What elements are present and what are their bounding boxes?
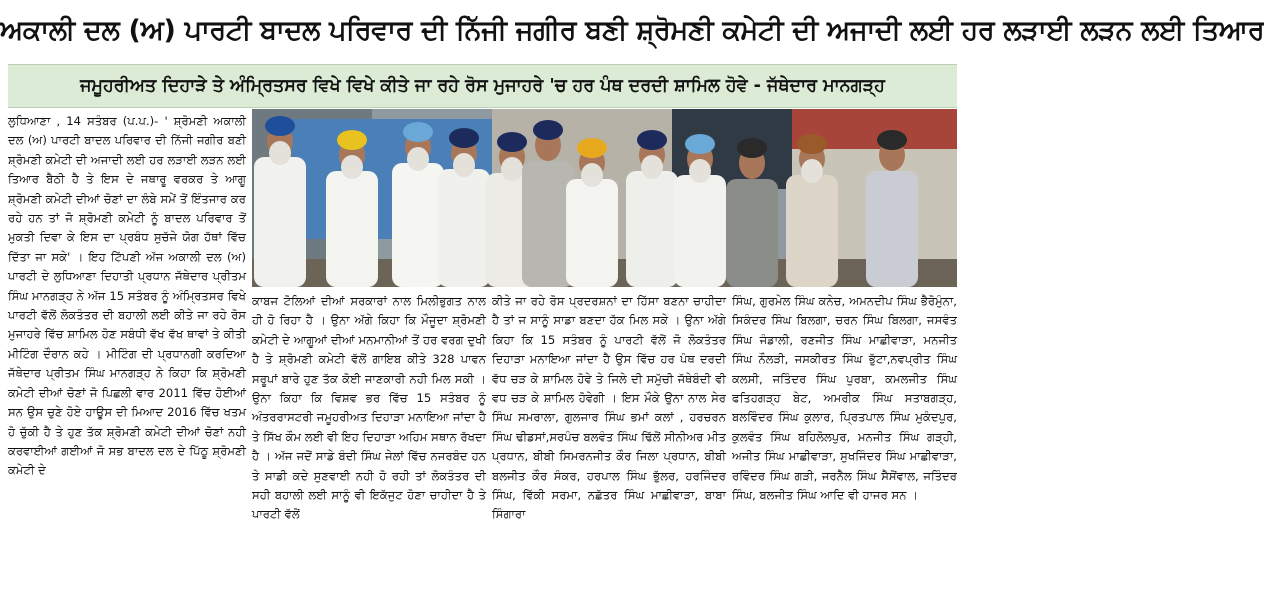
subheadline: ਜਮੂਹਰੀਅਤ ਦਿਹਾੜੇ ਤੇ ਅੰਮ੍ਰਿਤਸਰ ਵਿਖੇ ਵਿਖੇ ਕੀਤੇ ਜਾ ਰਹੇ ਰੋਸ ਮੁਜਾਹਰੇ 'ਚ ਹਰ ਪੰਥ ਦਰਦੀ ਸ਼ਾਮਿਲ ਹੋਵੇ - ਜੱਥੇਦਾਰ ਮਾਨਗੜ੍ਹ	[80, 76, 885, 96]
article-column-3	[492, 292, 726, 602]
article-text: ਕਾਬਜ ਟੋਲਿਆਂ ਦੀਆਂ ਸਰਕਾਰਾਂ ਨਾਲ ਮਿਲੀਭੁਗਤ ਨਾਲ ਹੀ ਹੋ ਰਿਹਾ ਹੈ । ਉਨਾ ਅੱਗੇ ਕਿਹਾ ਕਿ ਮੌਜੂਦਾ ਸ਼੍ਰੋਮਣੀ ਕਮੇਟੀ ਦੇ ਆਗੂਆਂ ਦੀਆਂ ਮਨਮਾਨੀਆਂ ਤੋਂ ਹਰ ਵਰਗ ਦੁਖੀ ਹੈ ਤੇ ਸ਼੍ਰੋਮਣੀ ਕਮੇਟੀ ਵੱਲੋਂ ਗਾਇਬ ਕੀਤੇ 328 ਪਾਵਨ ਸਰੂਪਾਂ ਬਾਰੇ ਹੁਣ ਤੱਕ ਕੋਈ ਜਾਣਕਾਰੀ ਨਹੀ ਮਿਲ ਸਕੀ । ਉਨਾ ਕਿਹਾ ਕਿ ਵਿਸ਼ਵ ਭਰ ਵਿੱਚ 15 ਸਤੰਬਰ ਨੂੰ ਅੰਤਰਰਾਸਟਰੀ ਜਮੂਹਰੀਅਤ ਦਿਹਾੜਾ ਮਨਾਇਆ ਜਾਂਦਾ ਹੈ ਤੇ ਸਿੱਖ ਕੌਮ ਲਈ ਵੀ ਇਹ ਦਿਹਾੜਾ ਅਹਿਮ ਸਥਾਨ ਰੱਖਦਾ ਹੈ । ਅੱਜ ਜਦੋਂ ਸਾਡੇ ਬੰਦੀ ਸਿੰਘ ਜੇਲਾਂ ਵਿੱਚ ਨਜਰਬੰਦ ਹਨ ਤੇ ਸਾਡੀ ਕਦੇ ਸੁਣਵਾਈ ਨਹੀ ਹੋ ਰਹੀ ਤਾਂ ਲੋਕਤੰਤਰ ਦੀ ਸਹੀ ਬਹਾਲੀ ਲਈ ਸਾਨੂੰ ਵੀ ਇਕੱਜੁਟ ਹੋਣਾ ਚਾਹੀਦਾ ਹੈ ਤੇ ਪਾਰਟੀ ਵੱਲੋਂ	[252, 294, 486, 522]
article-text: ਸਿੰਘ, ਗੁਰਮੇਲ ਸਿੰਘ ਕਨੇਚ, ਅਮਨਦੀਪ ਸਿੰਘ ਭੈਰੋਮੁੰਨਾ, ਸਿਕੰਦਰ ਸਿੰਘ ਬਿਲਗਾ, ਚਰਨ ਸਿੰਘ ਬਿਲਗਾ, ਜਸਵੰਤ ਸਿੰਘ ਜੰਡਾਲੀ, ਰਣਜੀਤ ਸਿੰਘ ਮਾਛੀਵਾੜਾ, ਮਨਜੀਤ ਸਿੰਘ ਨੌਲੜੀ, ਜਸਕੀਰਤ ਸਿੰਘ ਭੁੱਟਾ,ਨਵਪ੍ਰੀਤ ਸਿੰਘ ਕਲਸੀ, ਜਤਿੰਦਰ ਸਿੰਘ ਪੁਰਬਾ, ਕਮਲਜੀਤ ਸਿੰਘ ਫਤਿਹਗੜ੍ਹ ਬੇਟ, ਅਮਰੀਕ ਸਿੰਘ ਸਤਾਬਗੜ੍ਹ, ਬਲਵਿੰਦਰ ਸਿੰਘ ਕੁਲਾਰ, ਪ੍ਰਿਤਪਾਲ ਸਿੰਘ ਮੁਕੰਦਪੁਰ, ਕੁਲਵੰਤ ਸਿੰਘ ਬਹਿਲੋਲਪੁਰ, ਮਨਜੀਤ ਸਿੰਘ ਗੜ੍ਹੀ, ਅਜੀਤ ਸਿੰਘ ਮਾਛੀਵਾੜਾ, ਸੁਖਜਿੰਦਰ ਸਿੰਘ ਮਾਛੀਵਾੜਾ, ਰਵਿੰਦਰ ਸਿੰਘ ਗੜੀ, ਜਰਨੈਲ ਸਿੰਘ ਸੈਸੋਂਵਾਲ, ਜਤਿੰਦਰ ਸਿੰਘ, ਬਲਜੀਤ ਸਿੰਘ ਆਦਿ ਵੀ ਹਾਜਰ ਸਨ ।	[732, 294, 957, 503]
group-photo	[252, 109, 957, 287]
article-column-4	[732, 292, 957, 602]
subheadline-banner	[8, 64, 957, 108]
group-photo-illustration	[252, 109, 957, 287]
article-text: ਕੀਤੇ ਜਾ ਰਹੇ ਰੋਸ ਪ੍ਰਦਰਸ਼ਨਾਂ ਦਾ ਹਿੱਸਾ ਬਣਨਾ ਚਾਹੀਦਾ ਹੈ ਤਾਂ ਜ ਸਾਨੂੰ ਸਾਡਾ ਬਣਦਾ ਹੱਕ ਮਿਲ ਸਕੇ । ਉਨਾ ਅੱਗੇ ਕਿਹਾ ਕਿ 15 ਸਤੰਬਰ ਨੂੰ ਪਾਰਟੀ ਵੱਲੋਂ ਜੋ ਲੋਕਤੰਤਰ ਦਿਹਾੜਾ ਮਨਾਇਆ ਜਾਂਦਾ ਹੈ ਉਸ ਵਿੱਚ ਹਰ ਪੰਥ ਦਰਦੀ ਵੱਧ ਚੜ ਕੇ ਸ਼ਾਮਿਲ ਹੋਵੇ ਤੇ ਜਿਲੇ ਦੀ ਸਮੁੱਚੀ ਜੱਥੇਬੰਦੀ ਵੀ ਵਧ ਚੜ ਕੇ ਸ਼ਾਮਿਲ ਹੋਵੇਗੀ । ਇਸ ਮੌਕੇ ਉਨਾ ਨਾਲ ਸੇਰ ਸਿੰਘ ਸਮਰਾਲਾ, ਗੁਲਜਾਰ ਸਿੰਘ ਭਮਾਂ ਕਲਾਂ , ਹਰਚਰਨ ਸਿੰਘ ਢੀਡਸਾਂ,ਸਰਪੰਚ ਬਲਵੰਤ ਸਿੰਘ ਢਿੱਲੋਂ ਸੀਨੀਅਰ ਮੀਤ ਪ੍ਰਧਾਨ, ਬੀਬੀ ਸਿਮਰਨਜੀਤ ਕੌਰ ਜਿਲਾ ਪ੍ਰਧਾਨ, ਬੀਬੀ ਬਲਜੀਤ ਕੌਰ ਸੰਕਰ, ਹਰਪਾਲ ਸਿੰਘ ਭੁੱਲਰ, ਹਰਜਿੰਦਰ ਸਿੰਘ, ਵਿੱਕੀ ਸਰਮਾ, ਨਛੱਤਰ ਸਿੰਘ ਮਾਛੀਵਾੜਾ, ਬਾਬਾ ਸਿੰਗਾਰਾ	[492, 294, 726, 522]
article-column-1	[8, 112, 246, 602]
headline: ਅਕਾਲੀ ਦਲ (ਅ) ਪਾਰਟੀ ਬਾਦਲ ਪਰਿਵਾਰ ਦੀ ਨਿੱਜੀ ਜਗੀਰ ਬਣੀ ਸ਼੍ਰੋਮਣੀ ਕਮੇਟੀ ਦੀ ਅਜਾਦੀ ਲਈ ਹਰ ਲੜਾਈ ਲੜਨ ਲਈ ਤਿਆਰ	[0, 15, 1264, 46]
article-column-2	[252, 292, 486, 602]
article-text: ਲੁਧਿਆਣਾ , 14 ਸਤੰਬਰ (ਪ.ਪ.)- ' ਸ਼੍ਰੋਮਣੀ ਅਕਾਲੀ ਦਲ (ਅ) ਪਾਰਟੀ ਬਾਦਲ ਪਰਿਵਾਰ ਦੀ ਨਿੱਜੀ ਜਗੀਰ ਬਣੀ ਸ਼੍ਰੋਮਣੀ ਕਮੇਟੀ ਦੀ ਅਜਾਦੀ ਲਈ ਹਰ ਲੜਾਈ ਲੜਨ ਲਈ ਤਿਆਰ ਬੈਠੀ ਹੈ ਤੇ ਇਸ ਦੇ ਜਥਾਰੂ ਵਰਕਰ ਤੇ ਆਗੂ ਸ਼੍ਰੋਮਣੀ ਕਮੇਟੀ ਦੀਆਂ ਚੋਣਾਂ ਦਾ ਲੰਬੇ ਸਮੇਂ ਤੋਂ ਇੰਤਜਾਰ ਕਰ ਰਹੇ ਹਨ ਤਾਂ ਜੋ ਸ਼੍ਰੋਮਣੀ ਕਮੇਟੀ ਨੂੰ ਬਾਦਲ ਪਰਿਵਾਰ ਤੋਂ ਮੁਕਤੀ ਦਿਵਾ ਕੇ ਇਸ ਦਾ ਪ੍ਰਬੰਧ ਸੁਚੱਜੇ ਯੋਗ ਹੱਥਾਂ ਵਿੱਚ ਦਿੱਤਾ ਜਾ ਸਕੇ' । ਇਹ ਟਿੱਪਣੀ ਅੱਜ ਅਕਾਲੀ ਦਲ (ਅ) ਪਾਰਟੀ ਦੇ ਲੁਧਿਆਣਾ ਦਿਹਾਤੀ ਪ੍ਰਧਾਨ ਜੱਥੇਦਾਰ ਪ੍ਰੀਤਮ ਸਿੰਘ ਮਾਨਗੜ੍ਹ ਨੇ ਅੱਜ 15 ਸਤੰਬਰ ਨੂੰ ਅੰਮ੍ਰਿਤਸਰ ਵਿਖੇ ਪਾਰਟੀ ਵੱਲੋਂ ਲੋਕਤੰਤਰ ਦੀ ਬਹਾਲੀ ਲਈ ਕੀਤੇ ਜਾ ਰਹੇ ਰੋਸ ਮੁਜਾਹਰੇ ਵਿੱਚ ਸ਼ਾਮਿਲ ਹੋਣ ਸਬੰਧੀ ਵੱਖ ਵੱਖ ਥਾਵਾਂ ਤੇ ਕੀਤੀ ਮੀਟਿੰਗ ਦੌਰਾਨ ਕਹੇ । ਮੀਟਿੰਗ ਦੀ ਪ੍ਰਧਾਨਗੀ ਕਰਦਿਆ ਜੱਥੇਦਾਰ ਪ੍ਰੀਤਮ ਸਿੰਘ ਮਾਨਗੜ੍ਹ ਨੇ ਕਿਹਾ ਕਿ ਸ਼੍ਰੋਮਣੀ ਕਮੇਟੀ ਦੀਆਂ ਚੋਣਾਂ ਜੋ ਪਿਛਲੀ ਵਾਰ 2011 ਵਿੱਚ ਹੋਈਆਂ ਸਨ ਉਸ ਚੁਣੇ ਹੋਏ ਹਾਊਸ ਦੀ ਮਿਆਦ 2016 ਵਿੱਚ ਖਤਮ ਹੋ ਚੁੱਕੀ ਹੈ ਤੇ ਹੁਣ ਤੱਕ ਸ਼੍ਰੋਮਣੀ ਕਮੇਟੀ ਦੀਆਂ ਚੋਣਾਂ ਨਹੀ ਕਰਵਾਈਆਂ ਗਈਆਂ ਜੋ ਸਭ ਬਾਦਲ ਦਲ ਦੇ ਪਿੱਠੂ ਸ਼੍ਰੋਮਣੀ ਕਮੇਟੀ ਦੇ	[8, 114, 246, 478]
